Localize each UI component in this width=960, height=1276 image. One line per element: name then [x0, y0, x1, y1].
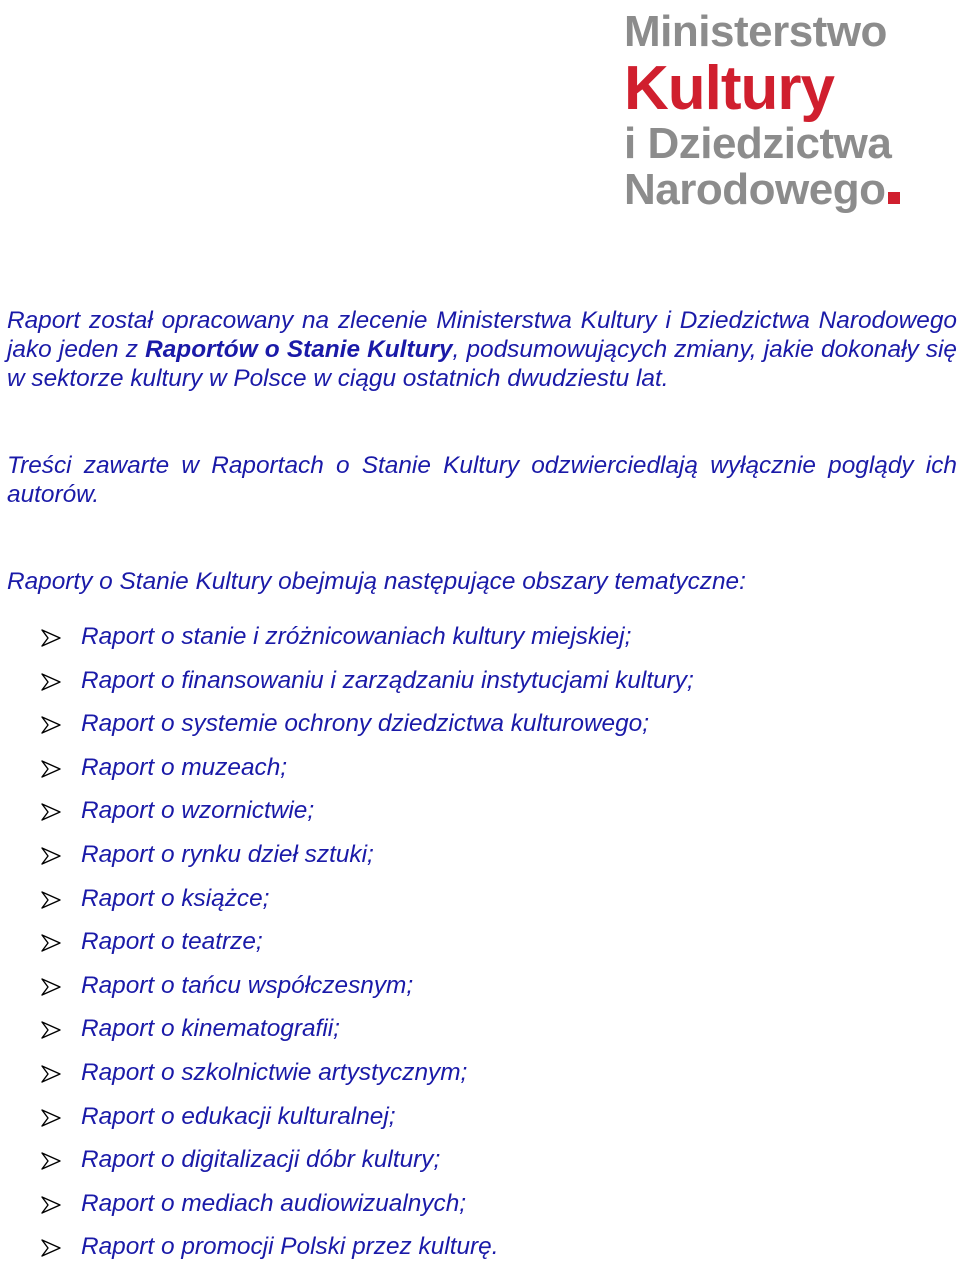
report-label: Raport o szkolnictwie artystycznym; [81, 1058, 468, 1086]
list-item [0, 1058, 960, 1102]
disclaimer-paragraph: Treści zawarte w Raportach o Stanie Kultury odzwierciedlają wyłącznie poglądy ich autorów. [7, 452, 957, 508]
report-label: Raport o promocji Polski przez kulturę. [81, 1233, 499, 1261]
arrowhead-bullet-icon [40, 759, 62, 779]
report-label: Raport o stanie i zróżnicowaniach kultury miejskiej; [81, 623, 632, 650]
arrowhead-bullet-icon [40, 1151, 62, 1171]
arrowhead-bullet-icon [40, 977, 62, 997]
intro-paragraph [7, 306, 957, 393]
list-item [0, 796, 960, 840]
list-intro: Raporty o Stanie Kultury obejmują następujące obszary tematyczne: [7, 568, 746, 595]
logo-line-narodowego: Narodowego [624, 165, 886, 214]
logo-red-square [888, 192, 900, 204]
report-label: Raport o książce; [81, 884, 270, 912]
report-label: Raport o rynku dzieł sztuki; [81, 840, 374, 868]
logo-line-narodowego-wrap [624, 165, 900, 214]
report-label: Raport o digitalizacji dóbr kultury; [81, 1146, 441, 1174]
arrowhead-bullet-icon [40, 672, 62, 692]
report-list [0, 622, 960, 1276]
arrowhead-bullet-icon [40, 715, 62, 735]
report-label: Raport o edukacji kulturalnej; [81, 1102, 396, 1130]
arrowhead-bullet-icon [40, 890, 62, 910]
report-label: Raport o systemie ochrony dziedzictwa kulturowego; [81, 710, 650, 738]
list-item [0, 622, 960, 666]
intro-paragraph-bold: Raportów o Stanie Kultury [145, 336, 453, 363]
report-label: Raport o kinematografii; [81, 1015, 340, 1043]
arrowhead-bullet-icon [40, 628, 62, 648]
report-label: Raport o tańcu współczesnym; [81, 971, 414, 999]
list-item [0, 884, 960, 928]
list-item [0, 1145, 960, 1189]
report-label: Raport o wzornictwie; [81, 797, 315, 825]
logo-line-dziedzictwa: i Dziedzictwa [624, 119, 892, 168]
arrowhead-bullet-icon [40, 1195, 62, 1215]
arrowhead-bullet-icon [40, 802, 62, 822]
list-item [0, 1189, 960, 1233]
intro-paragraph-part1: Raport został opracowany na zlecenie Ministerstwa Kultury i Dziedzictwa Narodowego jako jeden z [7, 307, 957, 363]
list-item [0, 840, 960, 884]
list-item [0, 666, 960, 710]
arrowhead-bullet-icon [40, 846, 62, 866]
arrowhead-bullet-icon [40, 1238, 62, 1258]
report-label: Raport o muzeach; [81, 753, 288, 781]
list-item [0, 927, 960, 971]
arrowhead-bullet-icon [40, 1108, 62, 1128]
arrowhead-bullet-icon [40, 933, 62, 953]
list-item [0, 1102, 960, 1146]
report-label: Raport o teatrze; [81, 928, 263, 956]
report-label: Raport o finansowaniu i zarządzaniu instytucjami kultury; [81, 666, 694, 694]
list-item [0, 1014, 960, 1058]
logo-line-kultury: Kultury [624, 54, 834, 123]
intro-paragraph-part2: , podsumowujących zmiany, jakie dokonały się w sektorze kultury w Polsce w ciągu ostatnich dwudziestu lat. [7, 336, 957, 392]
ministry-logo [624, 7, 946, 214]
list-item [0, 753, 960, 797]
list-item [0, 709, 960, 753]
arrowhead-bullet-icon [40, 1064, 62, 1084]
list-item [0, 1232, 960, 1276]
logo-line-ministerstwo: Ministerstwo [624, 7, 887, 56]
report-label: Raport o mediach audiowizualnych; [81, 1189, 467, 1217]
arrowhead-bullet-icon [40, 1020, 62, 1040]
list-item [0, 971, 960, 1015]
